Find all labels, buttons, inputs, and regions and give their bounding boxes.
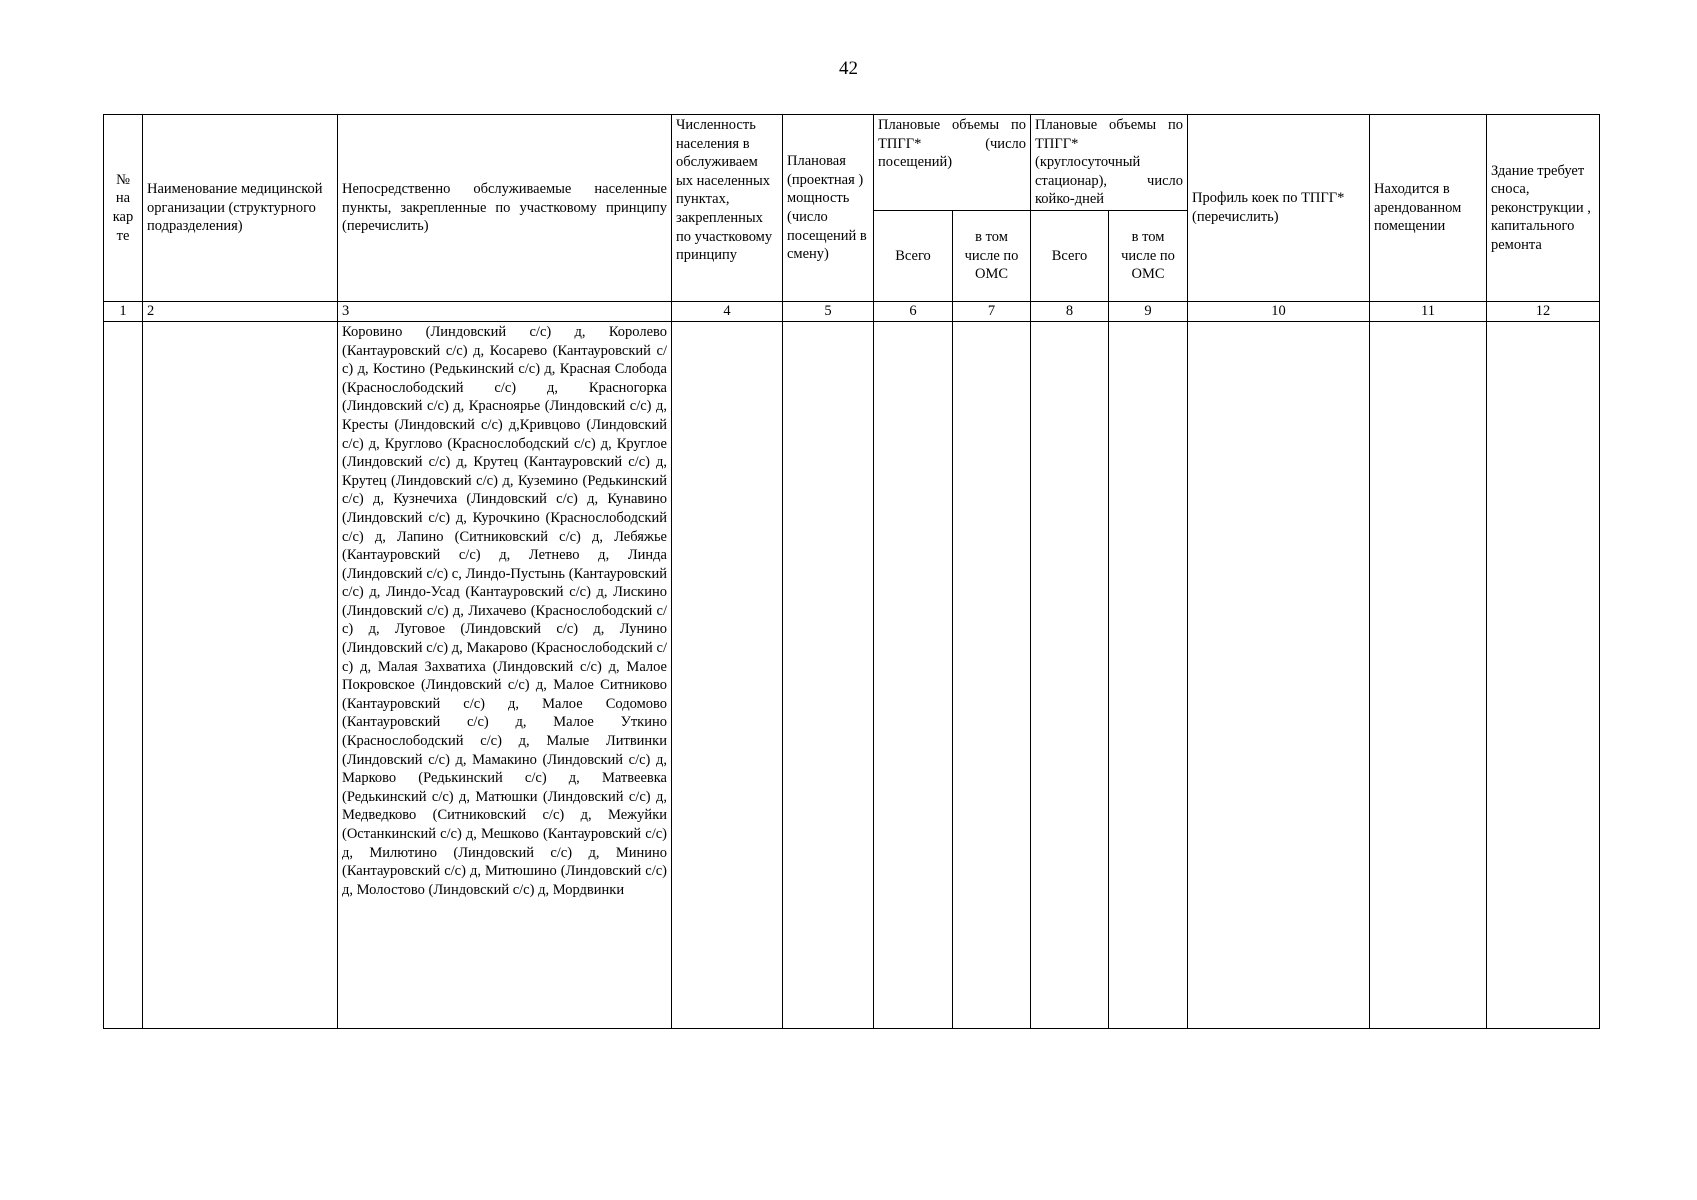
- column-number: 8: [1031, 301, 1109, 321]
- cell-building-demolition: [1487, 321, 1600, 1028]
- column-number: 4: [672, 301, 783, 321]
- cell-visits-oms: [953, 321, 1031, 1028]
- table-row: [104, 321, 1600, 1028]
- header-row-1: [104, 115, 1600, 211]
- cell-planned-capacity: [783, 321, 874, 1028]
- column-number: 5: [783, 301, 874, 321]
- cell-bed-days-oms: [1109, 321, 1188, 1028]
- header-building-demolition: Здание требует сноса, реконструкции , капитального ремонта: [1487, 115, 1600, 302]
- header-organization-name: Наименование медицинской организации (структурного подразделения): [143, 115, 338, 302]
- column-numbers-row: [104, 301, 1600, 321]
- facilities-table: [103, 114, 1600, 1029]
- cell-bed-profile: [1188, 321, 1370, 1028]
- column-number: 10: [1188, 301, 1370, 321]
- column-number: 12: [1487, 301, 1600, 321]
- column-number: 9: [1109, 301, 1188, 321]
- header-planned-capacity: Плановая (проектная ) мощность (число посещений в смену): [783, 115, 874, 302]
- header-bed-days-oms: в том числе по ОМС: [1109, 210, 1188, 301]
- column-number: 1: [104, 301, 143, 321]
- cell-served-places: [338, 321, 672, 1028]
- cell-map-number: [104, 321, 143, 1028]
- header-planned-visits-group: Плановые объемы по ТПГГ* (число посещений): [874, 115, 1031, 211]
- header-bed-days-total: Всего: [1031, 210, 1109, 301]
- column-number: 2: [143, 301, 338, 321]
- header-planned-bed-days-group: Плановые объемы по ТПГГ* (круглосуточный стационар), число койко-дней: [1031, 115, 1188, 211]
- header-rented-premises: Находится в арендованном помещении: [1370, 115, 1487, 302]
- cell-population: [672, 321, 783, 1028]
- cell-organization-name: [143, 321, 338, 1028]
- cell-rented-premises: [1370, 321, 1487, 1028]
- column-number: 7: [953, 301, 1031, 321]
- served-places-text: Коровино (Линдовский с/с) д, Королево (Кантауровский с/с) д, Косарево (Кантауровский с/с) д, Костино (Редькинский с/с) д, Красная Слобода (Краснослободский с/с) д, Красногорка (Линдовский с/с) д, Красноярье (Линдовский с/с) д, Кресты (Линдовский с/с) д,Кривцово (Линдовский с/с) д, Круглово (Краснослободский с/с) д, Круглое (Линдовский с/с) д, Крутец (Кантауровский с/с) д, Крутец (Линдовский с/с) д, Куземино (Редькинский с/с) д, Кузнечиха (Линдовский с/с) д, Кунавино (Линдовский с/с) д, Курочкино (Краснослободский с/с) д, Лапино (Ситниковский с/с) д, Лебяжье (Кантауровский с/с) д, Летнево д, Линда (Линдовский с/с) с, Линдо-Пустынь (Кантауровский с/с) д, Линдо-Усад (Кантауровский с/с) д, Лискино (Линдовский с/с) д, Лихачево (Краснослободский с/с) д, Луговое (Линдовский с/с) д, Лунино (Линдовский с/с) д, Макарово (Краснослободский с/с) д, Малая Захватиха (Линдовский с/с) д, Малое Покровское (Линдовский с/с) д, Малое Ситниково (Кантауровский с/с) д, Малое Содомово (Кантауровский с/с) д, Малое Уткино (Краснослободский с/с) д, Малые Литвинки (Линдовский с/с) д, Мамакино (Линдовский с/с) д, Марково (Редькинский с/с) д, Матвеевка (Редькинский с/с) д, Матюшки (Линдовский с/с) д, Медведково (Ситниковский с/с) д, Межуйки (Останкинский с/с) д, Мешково (Кантауровский с/с) д, Милютино (Линдовский с/с) д, Минино (Кантауровский с/с) д, Митюшино (Линдовский с/с) д, Молостово (Линдовский с/с) д, Мордвинки: [342, 323, 667, 898]
- column-number: 3: [338, 301, 672, 321]
- cell-visits-total: [874, 321, 953, 1028]
- header-bed-profile: Профиль коек по ТПГГ* (перечислить): [1188, 115, 1370, 302]
- header-population: Численность населения в обслуживаем ых населенных пунктах, закрепленных по участковому принципу: [672, 115, 783, 302]
- header-served-places: Непосредственно обслуживаемые населенные пункты, закрепленные по участковому принципу (перечислить): [338, 115, 672, 302]
- header-visits-total: Всего: [874, 210, 953, 301]
- cell-bed-days-total: [1031, 321, 1109, 1028]
- page-number: 42: [839, 58, 858, 79]
- header-map-number: № на кар те: [104, 115, 143, 302]
- column-number: 11: [1370, 301, 1487, 321]
- column-number: 6: [874, 301, 953, 321]
- header-visits-oms: в том числе по ОМС: [953, 210, 1031, 301]
